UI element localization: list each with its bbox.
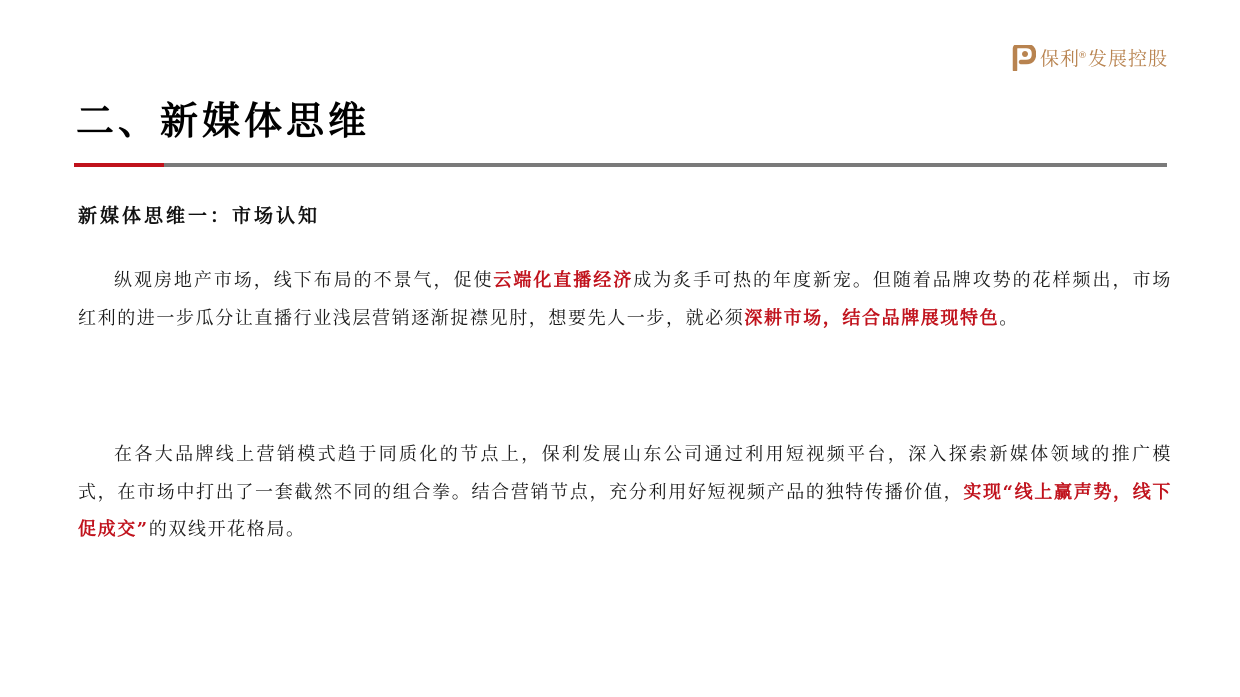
page-title: 二、新媒体思维 [76, 99, 371, 143]
poly-logo-icon [1012, 45, 1036, 71]
paragraph1-text-1: 纵观房地产市场，线下布局的不景气，促使 [114, 270, 494, 291]
paragraph1-text-3: 。 [999, 307, 1019, 329]
paragraph1-highlight-2: 深耕市场，结合品牌展现特色 [744, 307, 1000, 329]
divider-line [164, 163, 1167, 167]
paragraph2-text-1: 在各大品牌线上营销模式趋于同质化的节点上，保利发展山东公司通过利用短视频平台，深入探索新媒体领域的推广模式，在市场中打出了一套截然不同的组合拳。结合营销节点，充分利用好短视频产品的独特传播价值， [78, 444, 1172, 503]
paragraph-company-strategy [78, 436, 1172, 549]
paragraph1-highlight-1: 云端化直播经济 [493, 270, 634, 291]
paragraph-market-overview [78, 262, 1172, 337]
brand-name [1040, 44, 1168, 71]
divider-accent [74, 163, 164, 167]
paragraph1-text-2: 成为炙手可热的年度新宠。但随着品牌攻势的花样频出，市场红利的进一步瓜分让直播行业浅层营销逐渐捉襟见肘，想要先人一步，就必须 [78, 270, 1173, 329]
registered-mark: ® [1078, 50, 1089, 61]
brand-suffix: 发展控股 [1088, 48, 1169, 70]
title-divider [74, 163, 1167, 167]
brand-primary-name: 保利 [1040, 48, 1081, 70]
brand-logo [1012, 44, 1168, 71]
paragraph2-highlight-1: 实现“线上赢声势，线下促成交” [78, 481, 1173, 540]
paragraph2-text-2: 的双线开花格局。 [148, 519, 306, 540]
section-subtitle: 新媒体思维一：市场认知 [78, 205, 321, 227]
